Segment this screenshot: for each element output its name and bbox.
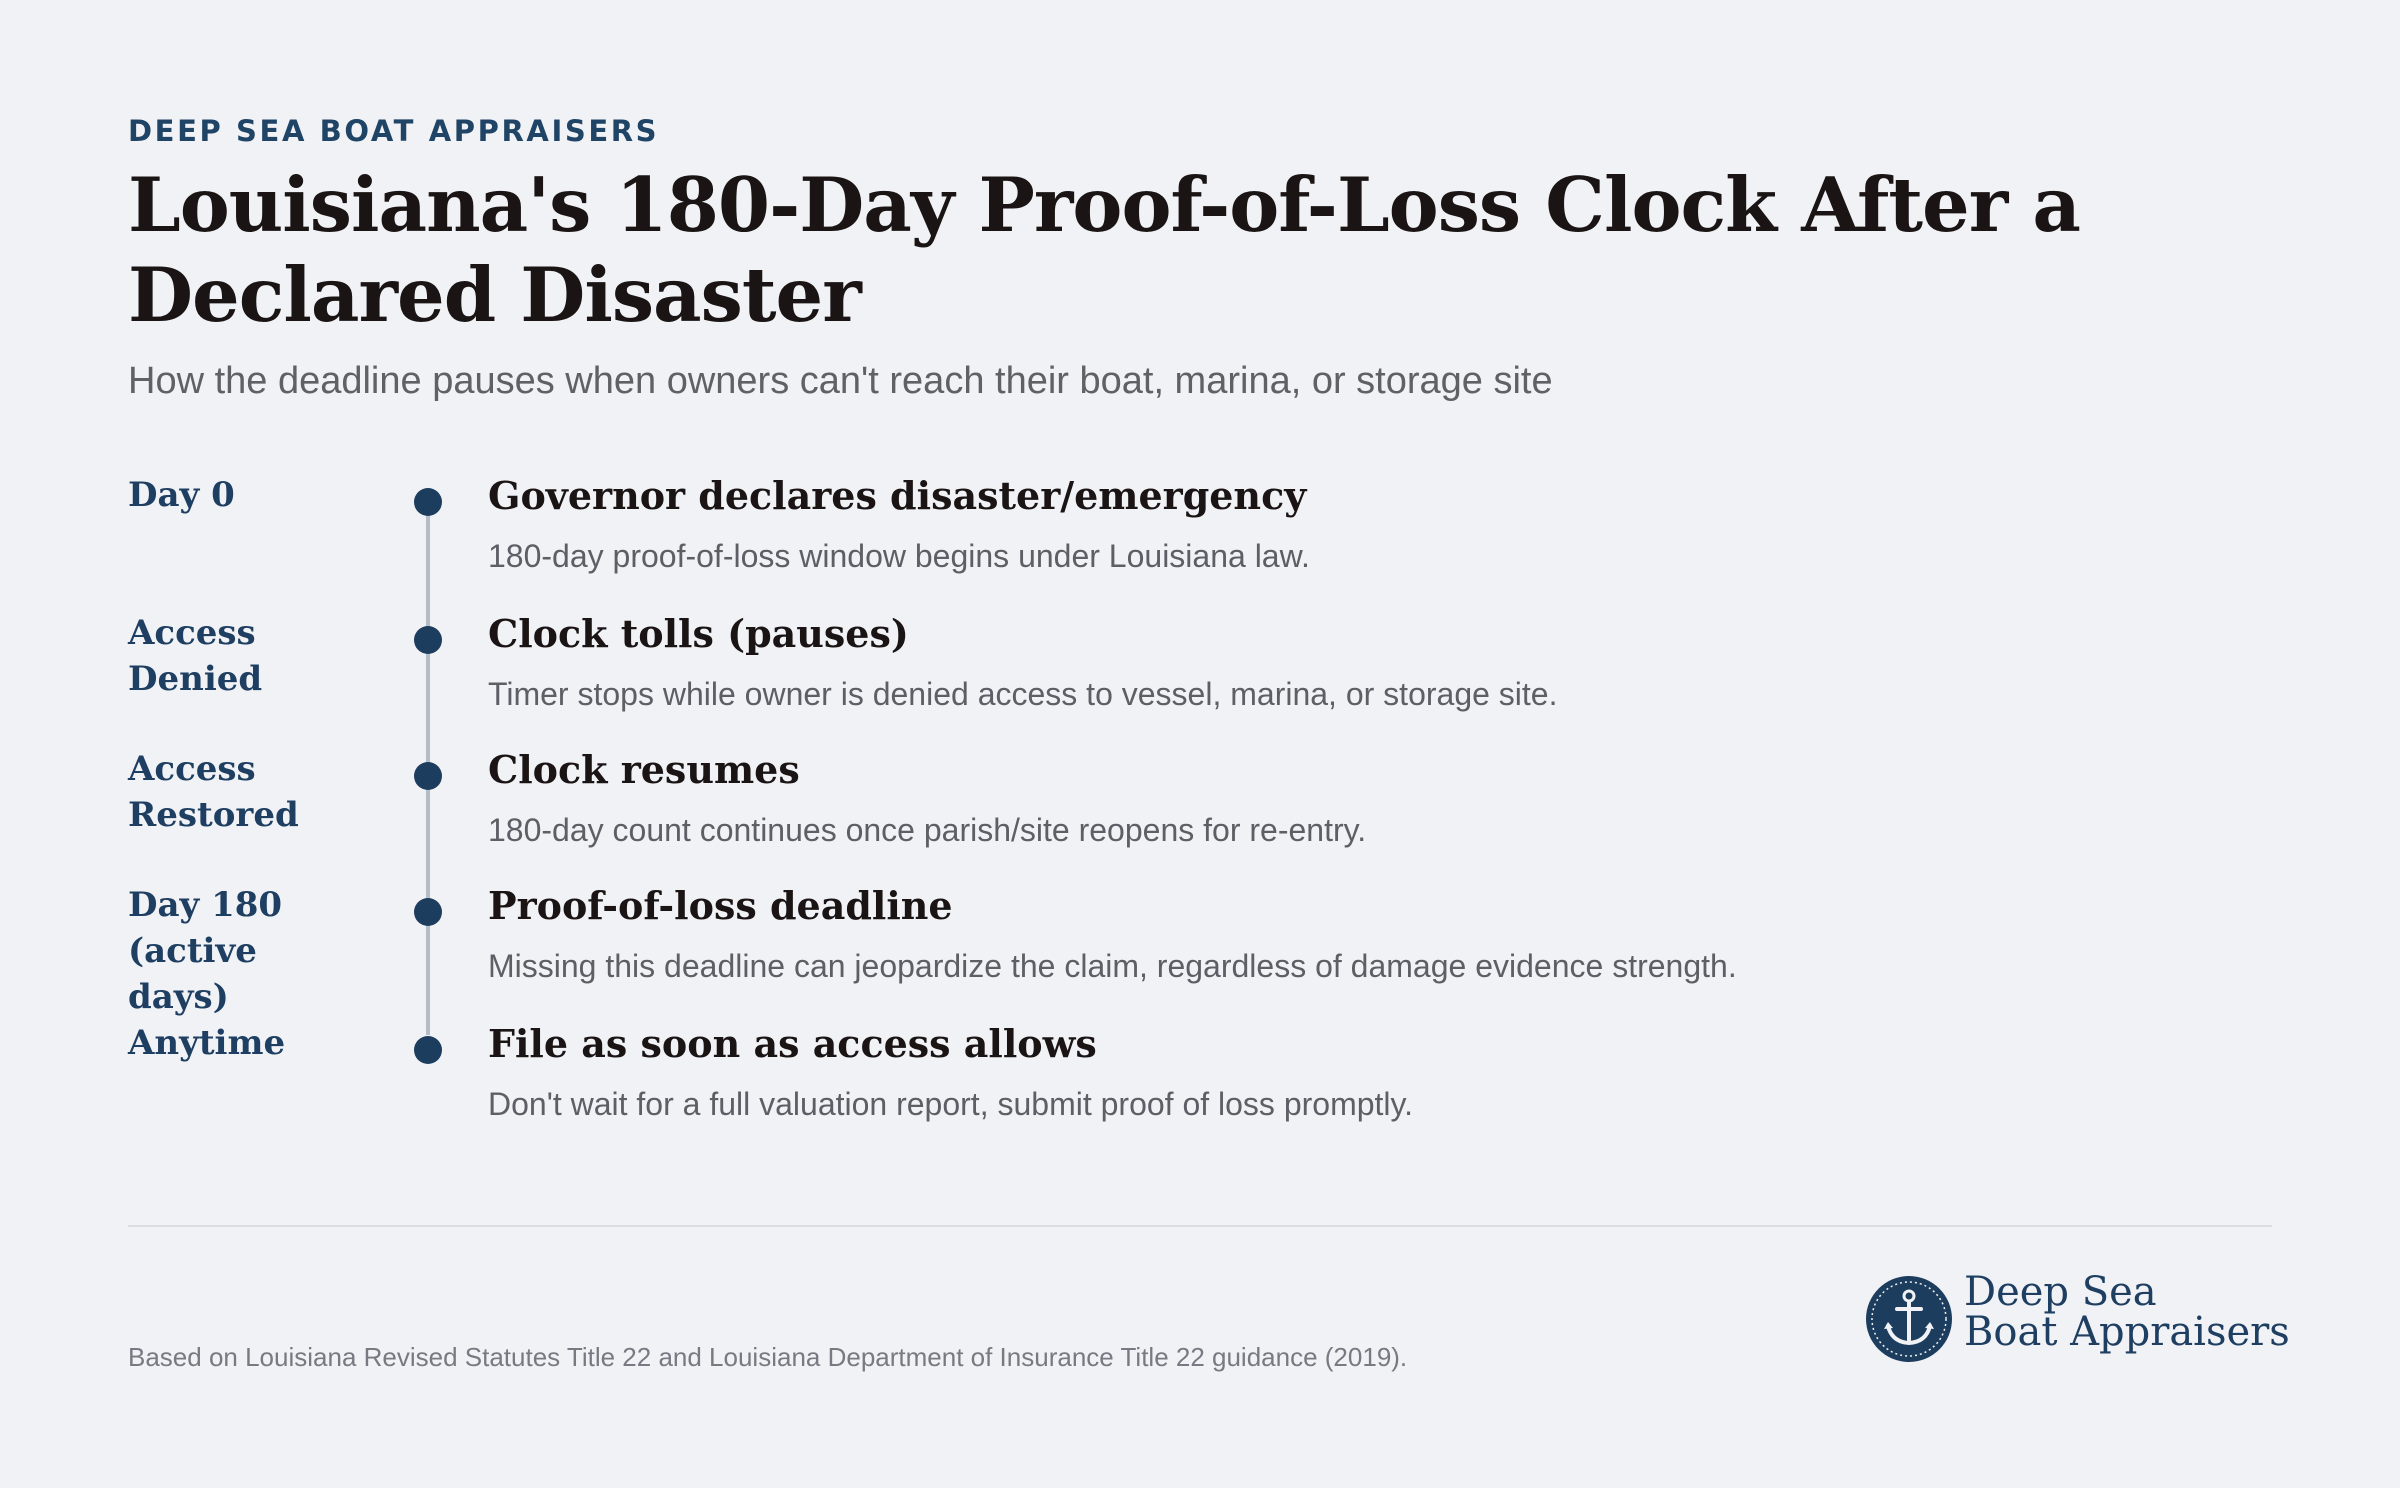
- step-heading: Proof-of-loss deadline: [488, 883, 953, 928]
- step-when: Anytime: [128, 1023, 286, 1063]
- step-heading: File as soon as access allows: [488, 1021, 1097, 1066]
- timeline: [128, 460, 2272, 1140]
- step-description: 180-day count continues once parish/site reopens for re-entry.: [488, 812, 1367, 848]
- anchor-icon: [1864, 1274, 1954, 1364]
- footer-divider: [128, 1225, 2272, 1227]
- page-title: Louisiana's 180-Day Proof-of-Loss Clock After a Declared Disaster: [128, 161, 2080, 339]
- logo-line-1: Deep Sea: [1964, 1269, 2157, 1315]
- step-dot: [414, 898, 442, 926]
- step-description: 180-day proof-of-loss window begins under Louisiana law.: [488, 538, 1310, 574]
- source-note: Based on Louisiana Revised Statutes Title 22 and Louisiana Department of Insurance Title 22 guidance (2019).: [128, 1342, 1408, 1372]
- step-dot: [414, 626, 442, 654]
- page-subtitle: How the deadline pauses when owners can't reach their boat, marina, or storage site: [128, 360, 1553, 402]
- step-when: Day 0: [128, 475, 235, 515]
- step-description: Timer stops while owner is denied access to vessel, marina, or storage site.: [488, 676, 1558, 712]
- logo-line-2: Boat Appraisers: [1964, 1309, 2290, 1355]
- infographic: [128, 0, 2290, 1488]
- step-description: Don't wait for a full valuation report, submit proof of loss promptly.: [488, 1086, 1414, 1122]
- eyebrow-label: DEEP SEA BOAT APPRAISERS: [128, 114, 660, 148]
- step-when: Day 180 (active days): [128, 885, 283, 1017]
- step-dot: [414, 488, 442, 516]
- step-heading: Clock resumes: [488, 747, 800, 792]
- step-dot: [414, 1036, 442, 1064]
- step-heading: Clock tolls (pauses): [488, 611, 909, 656]
- step-when: Access Denied: [128, 613, 263, 699]
- step-description: Missing this deadline can jeopardize the claim, regardless of damage evidence strength.: [488, 948, 1737, 984]
- step-dot: [414, 762, 442, 790]
- step-when: Access Restored: [128, 749, 299, 835]
- step-heading: Governor declares disaster/emergency: [488, 473, 1307, 518]
- company-logo: [1864, 1269, 2290, 1368]
- logo-wordmark: [1964, 1269, 2290, 1355]
